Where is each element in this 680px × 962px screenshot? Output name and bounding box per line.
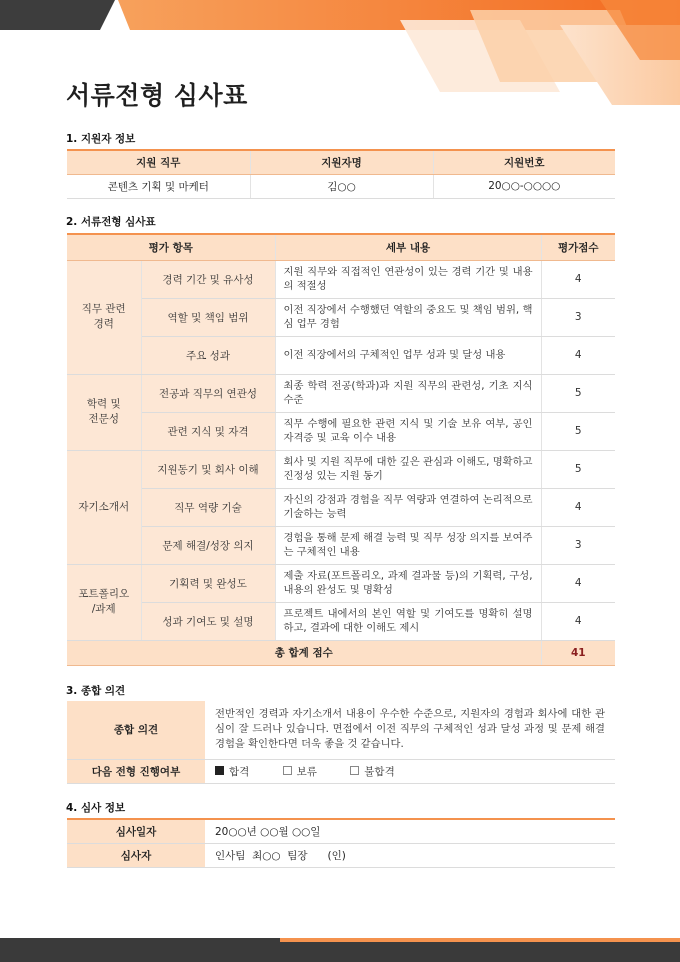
eval-item: 역할 및 책임 범위 — [141, 298, 275, 336]
category-label: 직무 관련 경력 — [81, 303, 126, 330]
eval-detail: 지원 직무와 직접적인 연관성이 있는 경력 기간 및 내용의 적절성 — [275, 260, 541, 298]
eval-score: 4 — [541, 602, 615, 640]
footer-decoration — [0, 938, 680, 962]
eval-score: 4 — [541, 336, 615, 374]
eval-score: 4 — [541, 564, 615, 602]
option-hold[interactable] — [283, 764, 317, 779]
eval-item: 기획력 및 완성도 — [141, 564, 275, 602]
evaluation-table — [67, 233, 615, 666]
option-label: 불합격 — [364, 765, 395, 778]
header-job: 지원 직무 — [67, 150, 250, 174]
option-label: 합격 — [229, 765, 250, 778]
section-4-heading: 4. 심사 정보 — [66, 802, 126, 814]
eval-detail: 경험을 통해 문제 해결 능력 및 직무 성장 의지를 보여주는 구체적인 내용 — [275, 526, 541, 564]
checkbox-checked-icon[interactable] — [215, 766, 224, 775]
header-name: 지원자명 — [250, 150, 433, 174]
eval-item: 문제 해결/성장 의지 — [141, 526, 275, 564]
eval-score: 5 — [541, 374, 615, 412]
reviewer-value: 인사팀 최○○ 팀장 (인) — [205, 843, 615, 867]
eval-item: 지원동기 및 회사 이해 — [141, 450, 275, 488]
total-label: 총 합계 점수 — [67, 640, 541, 665]
opinion-label: 종합 의견 — [67, 701, 205, 759]
option-fail[interactable] — [350, 764, 394, 779]
eval-detail: 자신의 강점과 경험을 직무 역량과 연결하여 논리적으로 기술하는 능력 — [275, 488, 541, 526]
category-label: 포트폴리오 /과제 — [78, 588, 130, 615]
eval-detail: 최종 학력 전공(학과)과 지원 직무의 관련성, 기초 지식 수준 — [275, 374, 541, 412]
eval-score: 4 — [541, 488, 615, 526]
eval-score: 5 — [541, 412, 615, 450]
section-1-heading: 1. 지원자 정보 — [66, 133, 136, 145]
section-3-heading: 3. 종합 의견 — [66, 685, 126, 697]
section-2-heading: 2. 서류전형 심사표 — [66, 216, 156, 228]
checkbox-icon[interactable] — [350, 766, 359, 775]
header-detail: 세부 내용 — [275, 234, 541, 260]
eval-item: 성과 기여도 및 설명 — [141, 602, 275, 640]
category-label: 자기소개서 — [78, 500, 130, 513]
review-date-value: 20○○년 ○○월 ○○일 — [205, 819, 615, 843]
category-cover-letter — [67, 450, 141, 564]
category-portfolio — [67, 564, 141, 640]
review-info-table — [67, 818, 615, 868]
opinion-table — [67, 701, 615, 784]
category-career — [67, 260, 141, 374]
eval-item: 전공과 직무의 연관성 — [141, 374, 275, 412]
decision-options — [205, 759, 615, 783]
applicant-name: 김○○ — [250, 174, 433, 198]
page-title: 서류전형 심사표 — [66, 81, 248, 110]
eval-item: 경력 기간 및 유사성 — [141, 260, 275, 298]
eval-detail: 이전 직장에서의 구체적인 업무 성과 및 달성 내용 — [275, 336, 541, 374]
eval-detail: 직무 수행에 필요한 관련 지식 및 기술 보유 여부, 공인 자격증 및 교육 이수 내용 — [275, 412, 541, 450]
eval-score: 3 — [541, 526, 615, 564]
eval-score: 5 — [541, 450, 615, 488]
eval-score: 3 — [541, 298, 615, 336]
eval-detail: 프로젝트 내에서의 본인 역할 및 기여도를 명확히 설명하고, 결과에 대한 이해도 제시 — [275, 602, 541, 640]
eval-detail: 제출 자료(포트폴리오, 과제 결과물 등)의 기획력, 구성, 내용의 완성도 및 명확성 — [275, 564, 541, 602]
eval-item: 주요 성과 — [141, 336, 275, 374]
reviewer-label: 심사자 — [67, 843, 205, 867]
eval-detail: 회사 및 지원 직무에 대한 깊은 관심과 이해도, 명확하고 진정성 있는 지원 동기 — [275, 450, 541, 488]
eval-item: 직무 역량 기술 — [141, 488, 275, 526]
eval-detail: 이전 직장에서 수행했던 역할의 중요도 및 책임 범위, 핵심 업무 경험 — [275, 298, 541, 336]
eval-item: 관련 지식 및 자격 — [141, 412, 275, 450]
applicant-job: 콘텐츠 기획 및 마케터 — [67, 174, 250, 198]
total-score: 41 — [541, 640, 615, 665]
review-date-label: 심사일자 — [67, 819, 205, 843]
header-score: 평가점수 — [541, 234, 615, 260]
applicant-number: 20○○-○○○○ — [433, 174, 615, 198]
category-label: 학력 및 전문성 — [86, 398, 121, 425]
decision-label: 다음 전형 진행여부 — [67, 759, 205, 783]
header-number: 지원번호 — [433, 150, 615, 174]
category-education — [67, 374, 141, 450]
checkbox-icon[interactable] — [283, 766, 292, 775]
option-pass[interactable] — [215, 764, 249, 779]
eval-score: 4 — [541, 260, 615, 298]
header-eval-item: 평가 항목 — [67, 234, 275, 260]
option-label: 보류 — [296, 765, 317, 778]
applicant-info-table — [67, 149, 615, 199]
opinion-text: 전반적인 경력과 자기소개서 내용이 우수한 수준으로, 지원자의 경험과 회사에 대한 관심이 잘 드러나 있습니다. 면접에서 이전 직무의 구체적인 성과 달성 과정 및 문제 해결 경험을 확인한다면 더욱 좋을 것 같습니다. — [205, 701, 615, 759]
